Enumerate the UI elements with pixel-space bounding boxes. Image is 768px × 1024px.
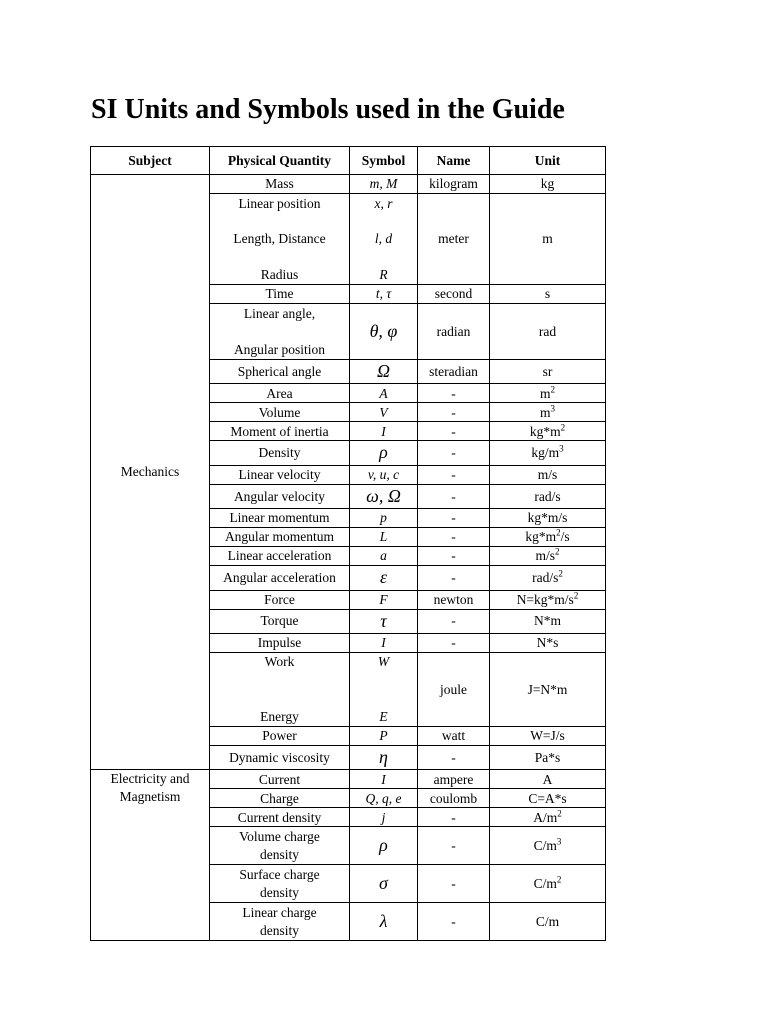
cell-symbol: ρ (350, 827, 418, 865)
cell-unit-name: - (418, 547, 490, 566)
cell-unit: s (490, 285, 606, 304)
cell-symbol: Ω (350, 360, 418, 384)
cell-symbol: I (350, 633, 418, 652)
cell-physical-quantity: Torque (210, 609, 350, 633)
cell-unit: J=N*m (490, 652, 606, 726)
cell-unit: C=A*s (490, 789, 606, 808)
cell-physical-quantity: Current (210, 770, 350, 789)
cell-physical-quantity (210, 865, 350, 903)
unit-base: rad/s (532, 570, 559, 586)
cell-physical-quantity: Linear momentum (210, 509, 350, 528)
header-unit: Unit (490, 147, 606, 175)
cell-physical-quantity (210, 903, 350, 941)
cell-physical-quantity (210, 827, 350, 865)
subject-electricity-magnetism: Electricity and Magnetism (91, 770, 210, 941)
cell-symbol: θ, φ (350, 304, 418, 360)
unit-exponent: 2 (557, 808, 562, 819)
unit-base: kg*m (525, 529, 557, 545)
symbol-line: R (379, 266, 388, 282)
cell-physical-quantity: Charge (210, 789, 350, 808)
cell-symbol: j (350, 808, 418, 827)
unit-base: m/s (535, 548, 555, 564)
cell-physical-quantity: Density (210, 441, 350, 465)
cell-unit-name: joule (418, 652, 490, 726)
unit-exponent: 2 (560, 422, 566, 433)
cell-unit-name: newton (418, 590, 490, 609)
page-title: SI Units and Symbols used in the Guide (91, 94, 565, 125)
cell-symbol: a (350, 547, 418, 566)
cell-physical-quantity: Angular momentum (210, 528, 350, 547)
quantity-line: Length, Distance (233, 231, 326, 247)
unit-exponent: 3 (559, 443, 564, 454)
cell-physical-quantity: Area (210, 384, 350, 403)
cell-unit-name: radian (418, 304, 490, 360)
cell-unit (490, 808, 606, 827)
si-units-table (90, 146, 606, 941)
cell-unit-name: ampere (418, 770, 490, 789)
quantity-line: Linear charge (242, 905, 317, 921)
cell-unit: N*m (490, 609, 606, 633)
cell-unit-name: - (418, 745, 490, 769)
subject-mechanics: Mechanics (91, 175, 210, 770)
cell-symbol: I (350, 770, 418, 789)
cell-physical-quantity: Volume (210, 403, 350, 422)
unit-tail: /s (560, 529, 570, 545)
cell-symbol: t, τ (350, 285, 418, 304)
unit-base: kg/m (531, 445, 560, 461)
cell-unit-name: - (418, 865, 490, 903)
cell-symbol: P (350, 726, 418, 745)
cell-symbol (350, 194, 418, 285)
cell-unit (490, 528, 606, 547)
cell-physical-quantity: Impulse (210, 633, 350, 652)
cell-symbol: v, u, c (350, 465, 418, 484)
cell-unit-name: - (418, 422, 490, 441)
quantity-line: density (260, 846, 299, 862)
cell-symbol: V (350, 403, 418, 422)
cell-unit (490, 566, 606, 590)
cell-unit (490, 827, 606, 865)
cell-unit-name: - (418, 403, 490, 422)
unit-base: A/m (533, 809, 558, 825)
cell-unit: kg*m/s (490, 509, 606, 528)
cell-unit-name: kilogram (418, 175, 490, 194)
cell-physical-quantity: Mass (210, 175, 350, 194)
cell-unit-name: - (418, 808, 490, 827)
unit-base: kg*m (529, 423, 561, 439)
cell-physical-quantity: Angular acceleration (210, 566, 350, 590)
cell-unit (490, 384, 606, 403)
cell-symbol: λ (350, 903, 418, 941)
cell-unit-name: - (418, 509, 490, 528)
quantity-line: Energy (260, 708, 299, 724)
cell-unit: W=J/s (490, 726, 606, 745)
cell-physical-quantity: Power (210, 726, 350, 745)
cell-unit-name: - (418, 827, 490, 865)
unit-base: C/m (533, 838, 557, 854)
unit-exponent: 2 (558, 568, 563, 579)
cell-symbol: ε (350, 566, 418, 590)
cell-symbol: p (350, 509, 418, 528)
cell-unit (490, 590, 606, 609)
cell-unit-name: steradian (418, 360, 490, 384)
cell-physical-quantity: Moment of inertia (210, 422, 350, 441)
cell-unit-name: meter (418, 194, 490, 285)
header-name: Name (418, 147, 490, 175)
unit-base: m (539, 385, 551, 401)
cell-unit: Pa*s (490, 745, 606, 769)
quantity-line: Linear position (238, 195, 321, 211)
quantity-line: Work (264, 654, 295, 670)
cell-unit-name: - (418, 441, 490, 465)
cell-unit (490, 441, 606, 465)
table-header-row (91, 147, 606, 175)
cell-unit: C/m (490, 903, 606, 941)
unit-base: C/m (533, 876, 557, 892)
unit-exponent: 2 (556, 874, 562, 885)
unit-base: m (539, 404, 551, 420)
symbol-line: x, r (374, 195, 393, 211)
table-row (91, 770, 606, 789)
cell-symbol: η (350, 745, 418, 769)
quantity-line: Linear angle, (243, 305, 316, 321)
cell-unit (490, 403, 606, 422)
cell-unit-name: watt (418, 726, 490, 745)
symbol-line: W (377, 654, 390, 670)
unit-exponent: 2 (555, 546, 560, 557)
cell-physical-quantity: Angular velocity (210, 484, 350, 508)
quantity-line: Surface charge (239, 867, 320, 883)
cell-unit: rad/s (490, 484, 606, 508)
cell-physical-quantity: Linear acceleration (210, 547, 350, 566)
symbol-line: E (379, 708, 388, 724)
cell-symbol: F (350, 590, 418, 609)
cell-symbol: I (350, 422, 418, 441)
symbol-line: l, d (374, 231, 393, 247)
cell-unit-name: - (418, 528, 490, 547)
cell-unit (490, 547, 606, 566)
cell-unit: sr (490, 360, 606, 384)
unit-exponent: 3 (556, 836, 562, 847)
cell-unit (490, 865, 606, 903)
cell-unit-name: - (418, 484, 490, 508)
cell-unit: N*s (490, 633, 606, 652)
cell-unit: m/s (490, 465, 606, 484)
cell-unit-name: - (418, 566, 490, 590)
cell-symbol: ω, Ω (350, 484, 418, 508)
cell-unit: A (490, 770, 606, 789)
cell-symbol: A (350, 384, 418, 403)
cell-physical-quantity: Time (210, 285, 350, 304)
cell-symbol: ρ (350, 441, 418, 465)
cell-unit-name: - (418, 903, 490, 941)
unit-exponent: 2 (550, 384, 555, 395)
quantity-line: density (260, 884, 299, 900)
cell-physical-quantity: Linear velocity (210, 465, 350, 484)
quantity-line: Volume charge (239, 829, 320, 845)
header-subject: Subject (91, 147, 210, 175)
unit-exponent: 3 (550, 403, 555, 414)
unit-base: N=kg*m/s (516, 591, 574, 607)
cell-symbol (350, 652, 418, 726)
unit-exponent: 2 (556, 527, 561, 538)
cell-unit-name: - (418, 465, 490, 484)
cell-unit: m (490, 194, 606, 285)
quantity-line: Radius (260, 266, 299, 282)
cell-symbol: τ (350, 609, 418, 633)
cell-physical-quantity: Current density (210, 808, 350, 827)
cell-unit-name: second (418, 285, 490, 304)
cell-physical-quantity (210, 194, 350, 285)
quantity-line: density (260, 922, 299, 938)
cell-physical-quantity: Force (210, 590, 350, 609)
table-row (91, 175, 606, 194)
cell-unit (490, 422, 606, 441)
cell-symbol: m, M (350, 175, 418, 194)
cell-physical-quantity: Spherical angle (210, 360, 350, 384)
cell-symbol: Q, q, e (350, 789, 418, 808)
unit-exponent: 2 (573, 590, 579, 601)
cell-symbol: L (350, 528, 418, 547)
cell-physical-quantity (210, 304, 350, 360)
cell-unit-name: - (418, 633, 490, 652)
cell-physical-quantity (210, 652, 350, 726)
cell-physical-quantity: Dynamic viscosity (210, 745, 350, 769)
header-physical-quantity: Physical Quantity (210, 147, 350, 175)
header-symbol: Symbol (350, 147, 418, 175)
cell-unit: kg (490, 175, 606, 194)
cell-unit-name: coulomb (418, 789, 490, 808)
cell-symbol: σ (350, 865, 418, 903)
cell-unit-name: - (418, 609, 490, 633)
cell-unit: rad (490, 304, 606, 360)
quantity-line: Angular position (233, 341, 326, 357)
cell-unit-name: - (418, 384, 490, 403)
